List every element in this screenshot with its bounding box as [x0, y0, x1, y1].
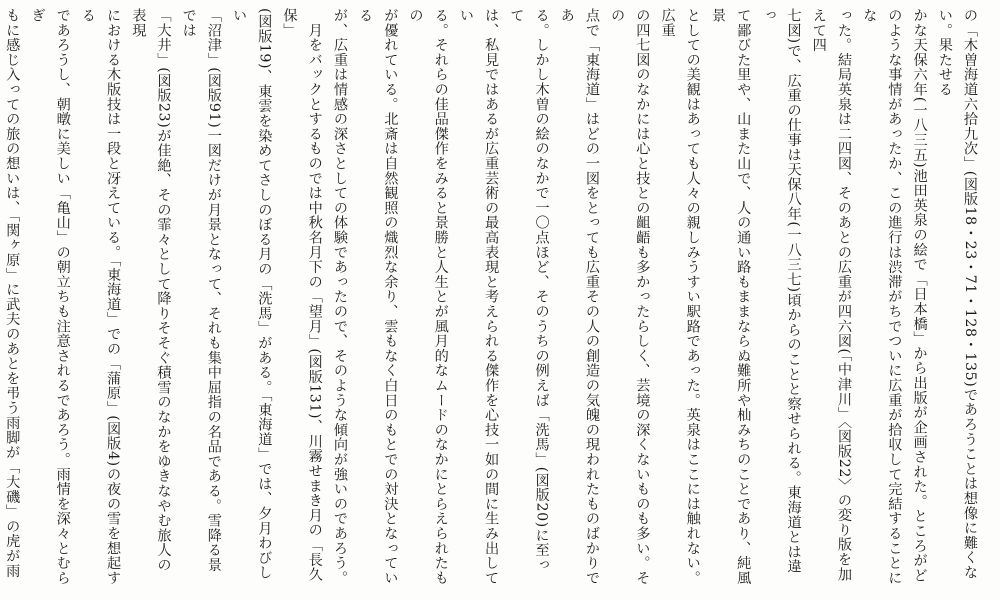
text-line: った。結局英泉は二四図、そのあとの広重が四六図(「中津川」〈図版22〉の変り版を加えて四	[810, 8, 852, 582]
text-line: る。それらの佳品傑作をみると景勝と人生とが風月的なムードのなかにとらえられたもの	[407, 8, 449, 586]
text-line: 七図)で、広重の仕事は天保八年(一八三七)頃からのことと察せられる。東海道とは違っ	[760, 8, 802, 575]
text-line: 「沼津」(図版91)一図だけが月景となって、それも集中屈指の名品である。雪降る景では	[180, 8, 222, 573]
text-line: かな天保六年(一八三五)池田英泉の絵で「日本橋」から出版が企画された。ところがど	[911, 8, 928, 583]
vertical-text-body	[4, 8, 982, 586]
text-line: の四七図のなかには心と技との齟齬も多かったらしく、芸境の深くないものも多い。その	[609, 8, 651, 586]
text-line: としての美観はあっても人々の親しみうすい駅路であった。英泉はここには触れない。広重	[659, 8, 701, 586]
text-line: は、私見ではあるが広重芸術の最高表現と考えられる傑作を心技一如の間に生み出してい	[457, 8, 500, 586]
text-line: のような事情があったか、この進行は渋滞がちでついに広重が拾収して完結することにな	[861, 8, 903, 586]
text-line: が、広重は情感の深さとしての体験であったので、そのような傾向が強いのであろう。	[331, 8, 348, 586]
text-line: る。しかし木曽の絵のなかで一〇点ほど、そのうちの例えば「洗馬」(図版20)に至って	[508, 8, 550, 573]
text-line: て鄙びた里や、山また山で、人の通い路もままならぬ難所や杣みちのことであり、純風景	[709, 8, 752, 586]
text-line: が優れている。北斎は自然観照の熾烈な余り、雲もなく白日のもとでの対決となっている	[357, 8, 399, 586]
text-line: (図版19)、東雲を染めてさしのぼる月の「洗馬」がある。「東海道」では、夕月わびしい	[231, 8, 273, 581]
text-line: における木版技は一段と冴えている。「東海道」での「蒲原」(図版4)の夜の雪を想起する	[79, 8, 122, 586]
text-line: の「木曽海道六拾九次」(図版18・23・71・128・135)であろうことは想像に難くない。果たせる	[936, 8, 978, 580]
text-line: 「大井」(図版23)が佳絶、その霏々として降りそそぐ積雪のなかをゆきなやむ旅人の表現	[130, 8, 172, 573]
text-line: 点で「東海道」はどの一図をとっても広重その人の創造の気魄の現われたものばかりであ	[558, 8, 600, 586]
text-line: もに感じ入っての旅の想いは、「関ヶ原」に武夫のあとを弔う雨脚が「大磯」の虎が雨	[4, 8, 21, 579]
text-line: であろうし、朝暾に美しい「亀山」の朝立ちも注意されるであろう。雨情を深々とむらぎ	[29, 8, 71, 586]
text-line: 月をバックとするものでは中秋名月下の「望月」(図版131)、川霧せまき月の「長久保」	[281, 8, 323, 582]
